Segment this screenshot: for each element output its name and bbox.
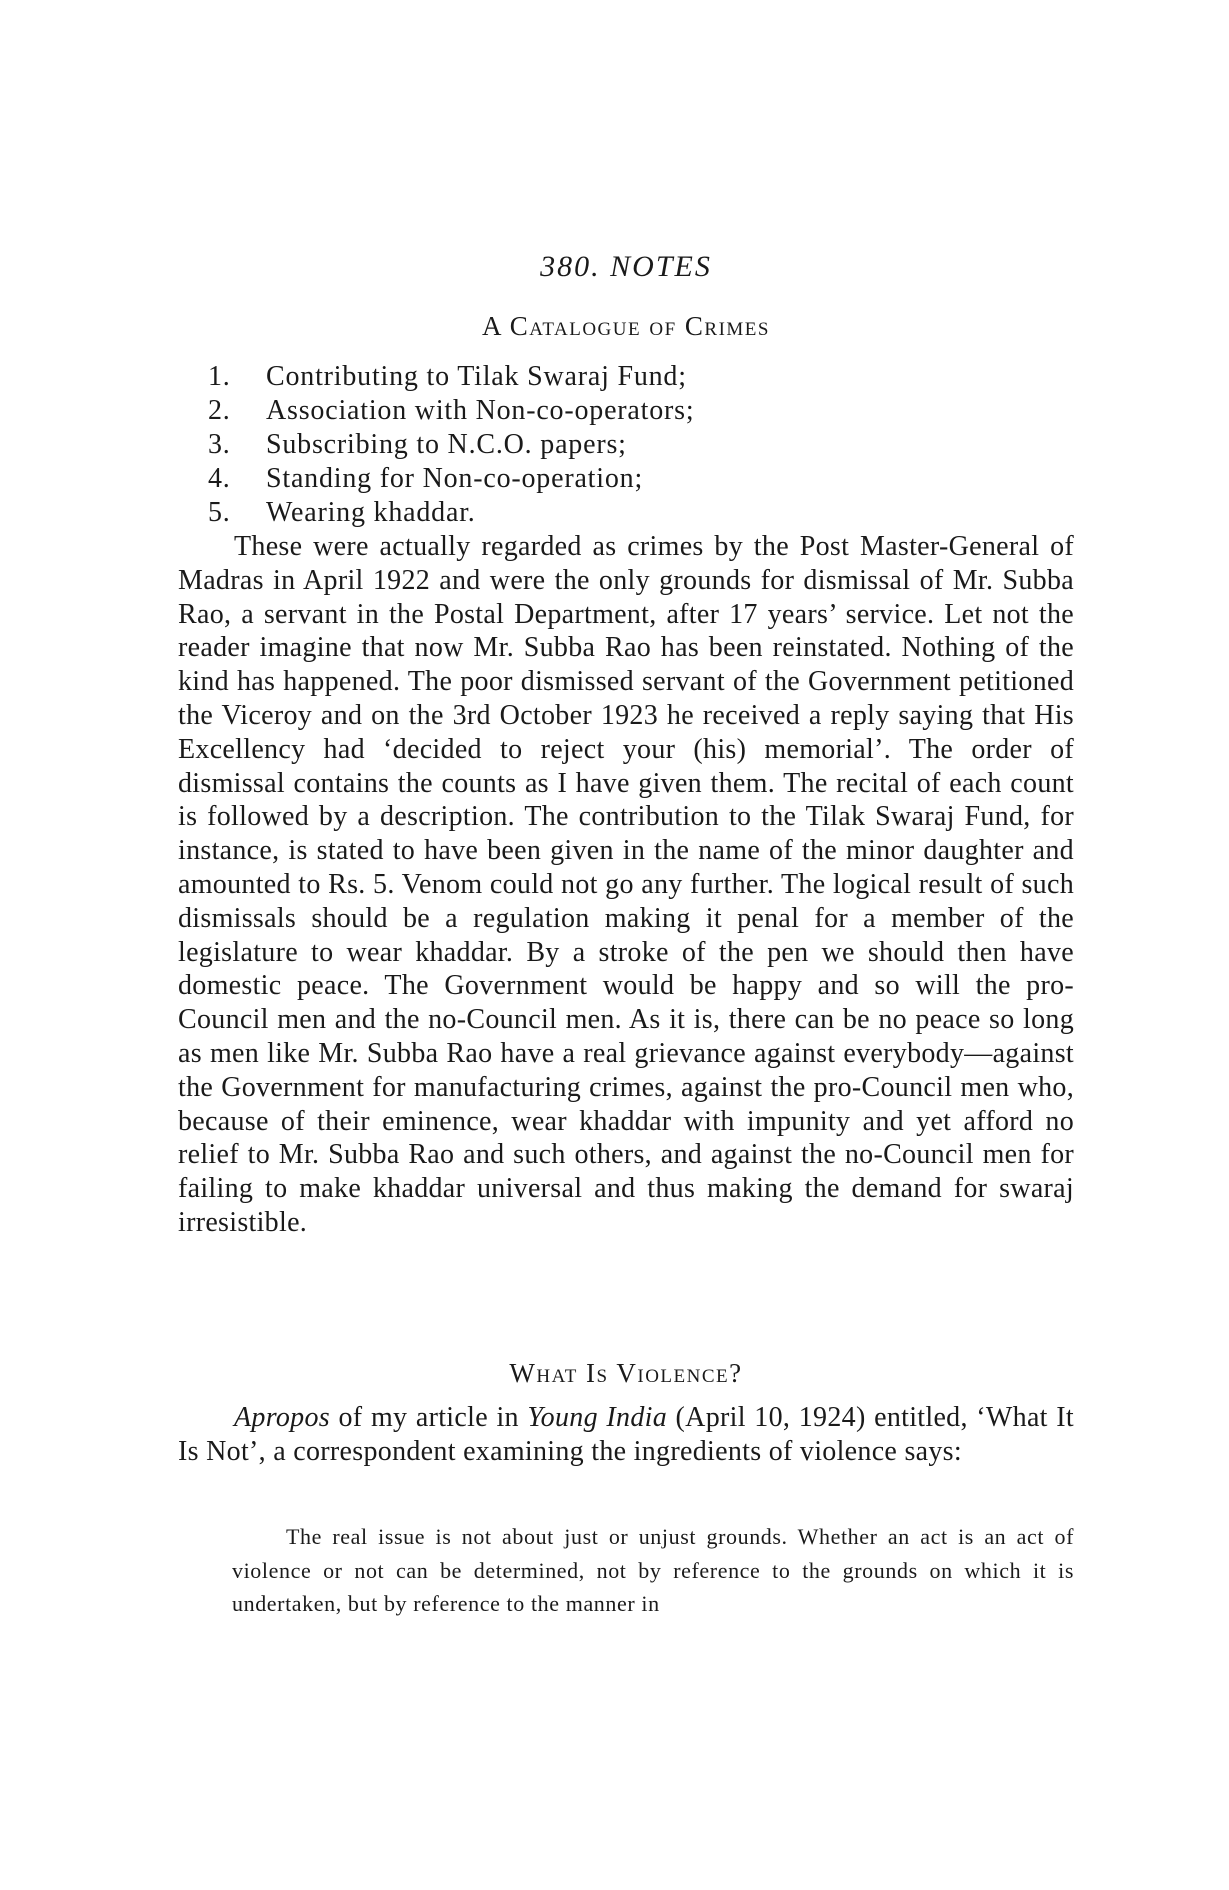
- list-item-text: Association with Non-co-operators;: [266, 395, 695, 426]
- catalogue-paragraph: These were actually regarded as crimes by the Post Master-General of Madras in April 1922 and were the only grounds for dismissal of Mr. Subba Rao, a servant in the Postal Department, after 17 years’ service. Let not the reader imagine that now Mr. Subba Rao has been reinstated. Nothing of the kind has happened. The poor dismissed servant of the Government petitioned the Viceroy and on the 3rd October 1923 he received a reply saying that His Excellency had ‘decided to reject your (his) memorial’. The order of dismissal contains the counts as I have given them. The recital of each count is followed by a description. The contribution to the Tilak Swaraj Fund, for instance, is stated to have been given in the name of the minor daughter and amounted to Rs. 5. Venom could not go any further. The logical result of such dismissals should be a regulation making it penal for a member of the legislature to wear khaddar. By a stroke of the pen we should then have domestic peace. The Government would be happy and so will the pro-Council men and the no-Council men. As it is, there can be no peace so long as men like Mr. Subba Rao have a real grievance against everybody—against the Government for manufacturing crimes, against the pro-Council men who, because of their eminence, wear khaddar with impunity and yet afford no relief to Mr. Subba Rao and such others, and against the no-Council men for failing to make khaddar universal and thus making the demand for swaraj irresistible.: [178, 531, 1074, 1238]
- list-item-number: 3.: [208, 429, 231, 460]
- list-item: [208, 462, 694, 496]
- list-item-text: Subscribing to N.C.O. papers;: [266, 429, 627, 460]
- list-item-number: 2.: [208, 395, 231, 426]
- correspondent-quote: The real issue is not about just or unjust grounds. Whether an act is an act of violence or not can be determined, not by reference to the grounds on which it is undertaken, but by reference to the manner in: [232, 1524, 1074, 1617]
- intro-italic-word: Apropos: [234, 1402, 330, 1433]
- section-title-catalogue: A Catalogue of Crimes: [482, 311, 770, 341]
- section-title-violence: What Is Violence?: [509, 1358, 743, 1388]
- list-item-text: Standing for Non-co-operation;: [266, 463, 644, 494]
- crimes-list: [208, 360, 694, 530]
- intro-text-part1: of my article in: [329, 1402, 528, 1433]
- list-item-text: Contributing to Tilak Swaraj Fund;: [266, 361, 687, 392]
- page-heading: 380. NOTES: [540, 250, 712, 283]
- list-item-number: 5.: [208, 497, 231, 528]
- list-item-number: 1.: [208, 361, 231, 392]
- violence-intro-paragraph: [178, 1401, 1074, 1469]
- list-item-text: Wearing khaddar.: [266, 497, 476, 528]
- list-item: [208, 394, 694, 428]
- list-item: [208, 360, 694, 394]
- list-item: [208, 496, 694, 530]
- list-item: [208, 428, 694, 462]
- journal-title: Young India: [527, 1402, 668, 1433]
- list-item-number: 4.: [208, 463, 231, 494]
- intro-text-part2: (April 10, 1924) entitled, ‘What It Is Not’, a correspondent examining the ingredients of violence says:: [178, 1402, 1075, 1467]
